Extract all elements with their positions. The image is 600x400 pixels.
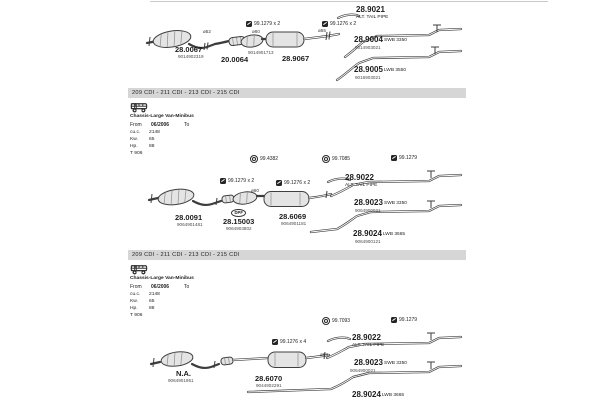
clamp-ref bbox=[322, 21, 356, 27]
pipe-diameter: ø55 bbox=[318, 28, 326, 33]
pipe-diameter: ø63 bbox=[320, 352, 328, 357]
part-code: 20.0064 bbox=[221, 55, 249, 64]
variant-label: SWB 3350 bbox=[384, 361, 407, 366]
body-types-label: Chassis-Large Van-Minibus bbox=[130, 276, 194, 281]
variant-label: SWB 3350 bbox=[384, 38, 407, 43]
hanger-ref bbox=[322, 317, 350, 325]
clamp-icon bbox=[272, 339, 278, 345]
oe-number: 9014902319 bbox=[178, 54, 204, 59]
minibus-icon bbox=[130, 263, 148, 275]
pipe-diameter: ø60 bbox=[252, 29, 260, 34]
d3-alt-tailpipe-drawing bbox=[328, 338, 350, 341]
clamp-ref bbox=[220, 178, 254, 184]
pipe-diameter: ø52 bbox=[203, 29, 211, 34]
clamp-ref bbox=[276, 180, 310, 186]
oe-number: 9064901951 bbox=[168, 378, 194, 383]
part-code: 28.9005 bbox=[354, 65, 383, 74]
spec-value: 88 bbox=[149, 144, 155, 149]
dpf-badge: DPF bbox=[231, 209, 246, 217]
spec-label: Hp. bbox=[130, 144, 138, 149]
clamp-ref bbox=[391, 155, 417, 161]
d3-swb-tailpipe-drawing bbox=[327, 333, 461, 358]
clamp-ref-label: 99.1276 x 2 bbox=[284, 180, 311, 186]
clamp-ref-label: 99.1276 x 4 bbox=[280, 339, 307, 345]
clamp-icon bbox=[322, 21, 328, 27]
spec-label: T 906 bbox=[130, 312, 143, 318]
variant-label: LWB 3665 bbox=[383, 232, 406, 237]
part-code: 28.9067 bbox=[282, 54, 310, 63]
clamp-icon bbox=[391, 155, 397, 161]
part-code: 28.9022 bbox=[352, 333, 381, 342]
clamp-icon bbox=[276, 180, 282, 186]
model-band-text: 209 CDI - 211 CDI - 213 CDI - 215 CDI bbox=[132, 252, 240, 258]
variant-label: LWB 3550 bbox=[384, 68, 407, 73]
oe-number: 9014901713 bbox=[248, 50, 274, 55]
d2-muffler-drawing bbox=[264, 191, 331, 207]
spec-value: 65 bbox=[149, 299, 155, 304]
part-code: 28.15003 bbox=[223, 217, 255, 226]
model-band bbox=[128, 250, 466, 260]
hanger-icon bbox=[322, 317, 330, 325]
part-code: 28.0091 bbox=[175, 213, 203, 222]
spec-row bbox=[130, 137, 154, 142]
spec-value: 2148 bbox=[149, 130, 160, 135]
spec-value: 2148 bbox=[149, 292, 160, 297]
clamp-icon bbox=[391, 317, 397, 323]
d2-front-catalyst-drawing bbox=[149, 187, 221, 207]
hanger-ref-label: 99.7093 bbox=[332, 318, 351, 324]
part-code: 28.6070 bbox=[255, 374, 283, 383]
d3-front-catalyst-drawing bbox=[151, 350, 219, 368]
hanger-icon bbox=[250, 155, 258, 163]
minibus-icon bbox=[130, 101, 148, 113]
spec-label: Kw. bbox=[130, 299, 138, 304]
spec-row bbox=[130, 144, 154, 149]
hanger-ref bbox=[322, 155, 350, 163]
oe-number: 9064903802 bbox=[226, 226, 252, 231]
oe-number: 9064900021 bbox=[350, 368, 376, 373]
spec-label: cu.c. bbox=[130, 292, 141, 297]
from-value: 06/2006 bbox=[151, 284, 170, 290]
body-types-label: Chassis-Large Van-Minibus bbox=[130, 114, 194, 119]
spec-label: cu.c. bbox=[130, 130, 141, 135]
clamp-ref-label: 99.1276 x 2 bbox=[330, 21, 357, 27]
clamp-ref-label: 99.1279 x 2 bbox=[254, 21, 281, 27]
spec-label: T 906 bbox=[130, 150, 143, 156]
oe-number: 9044902291 bbox=[256, 383, 282, 388]
clamp-ref-label: 99.1279 x 2 bbox=[228, 178, 255, 184]
part-note: ALT. TAIL PIPE bbox=[352, 343, 385, 348]
clamp-icon bbox=[246, 21, 252, 27]
hanger-ref bbox=[250, 155, 278, 163]
clamp-ref-label: 99.1279 bbox=[399, 317, 418, 323]
spec-label: Hp. bbox=[130, 306, 138, 311]
oe-number: 9064901181 bbox=[281, 221, 307, 226]
part-note: ALT. TAIL PIPE bbox=[356, 15, 389, 20]
spec-row bbox=[130, 306, 154, 311]
part-note: ALT. TAIL PIPE bbox=[345, 183, 378, 188]
model-band-text: 209 CDI - 211 CDI - 213 CDI - 215 CDI bbox=[132, 90, 240, 96]
oe-number: 9064901481 bbox=[177, 222, 203, 227]
hanger-ref-label: 99.7085 bbox=[332, 156, 351, 162]
clamp-ref bbox=[272, 339, 306, 345]
spec-row bbox=[130, 313, 149, 318]
part-code: 28.9022 bbox=[345, 173, 374, 182]
from-label: From bbox=[130, 284, 142, 290]
variant-label: LWB 3665 bbox=[382, 393, 405, 398]
spec-row bbox=[130, 130, 160, 135]
clamp-ref bbox=[246, 21, 280, 27]
clamp-icon bbox=[220, 178, 226, 184]
spec-row bbox=[130, 151, 149, 156]
oe-number: 9064900021 bbox=[355, 208, 381, 213]
spec-value: 88 bbox=[149, 306, 155, 311]
spec-value: 65 bbox=[149, 137, 155, 142]
oe-number: 9014903021 bbox=[355, 45, 381, 50]
to-label: To bbox=[184, 284, 190, 290]
oe-number: 9016903021 bbox=[355, 75, 381, 80]
model-band bbox=[128, 88, 466, 98]
clamp-ref-label: 99.1279 bbox=[399, 155, 418, 161]
part-code: 28.9023 bbox=[354, 358, 383, 367]
part-code: 28.9024 bbox=[353, 229, 382, 238]
d3-center-muffler-drawing bbox=[221, 352, 329, 368]
clamp-ref bbox=[391, 317, 417, 323]
spec-row bbox=[130, 292, 160, 297]
part-code: 28.9004 bbox=[354, 35, 383, 44]
spec-row bbox=[130, 299, 154, 304]
to-label: To bbox=[184, 122, 190, 128]
spec-label: Kw. bbox=[130, 137, 138, 142]
from-label: From bbox=[130, 122, 142, 128]
part-code: 28.9024 bbox=[352, 390, 381, 399]
d1-center-pipe-drawing bbox=[215, 33, 267, 48]
variant-label: SWB 3350 bbox=[384, 201, 407, 206]
oe-number: 9064900121 bbox=[355, 239, 381, 244]
part-code: 28.0067 bbox=[175, 45, 203, 54]
date-range-row bbox=[130, 122, 189, 128]
part-code: 28.6069 bbox=[279, 212, 307, 221]
part-code: 28.9021 bbox=[356, 5, 385, 14]
from-value: 06/2006 bbox=[151, 122, 170, 128]
part-code: N.A. bbox=[176, 369, 191, 378]
pipe-diameter: ø60 bbox=[251, 188, 259, 193]
date-range-row bbox=[130, 284, 189, 290]
hanger-icon bbox=[322, 155, 330, 163]
d1-muffler-drawing bbox=[266, 32, 339, 48]
hanger-ref-label: 99.4382 bbox=[260, 156, 279, 162]
part-code: 28.9023 bbox=[354, 198, 383, 207]
